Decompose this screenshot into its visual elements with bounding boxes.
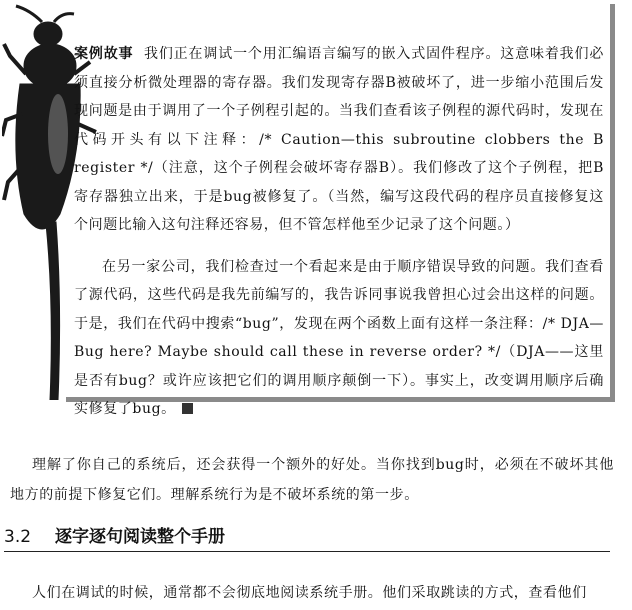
section-title: 逐字逐句阅读整个手册 [55, 527, 226, 547]
case-study-paragraph-2-text: 在另一家公司，我们检查过一个看起来是由于顺序错误导致的问题。我们查看了源代码，这些代码是我先前编写的，我告诉同事说我曾担心过会出这样的问题。于是，我们在代码中搜索“bug”，发现在两个函数上面有这样一条注释：/* DJA—Bug here? Maybe should call these in reverse order? */（DJA——这里是否有bug？或许应该把它们的调用顺序颠倒一下）。事实上，改变调用顺序后确实修复了bug。 [74, 258, 604, 417]
case-study-paragraph-1 [74, 40, 604, 240]
case-study-title: 案例故事 [74, 46, 134, 62]
case-study-text [74, 40, 604, 424]
section-number: 3.2 [4, 527, 32, 547]
section-heading [4, 522, 610, 552]
case-study-paragraph-1-text: 我们正在调试一个用汇编语言编写的嵌入式固件程序。这意味着我们必须直接分析微处理器的寄存器。我们发现寄存器B被破坏了，进一步缩小范围后发现问题是由于调用了一个子例程引起的。当我们查看该子例程的源代码时，发现在代码开头有以下注释：/* Caution—this subroutine clobbers the B register */（注意，这个子例程会破坏寄存器B）。我们修改了这个子例程，把B寄存器独立出来，于是bug被修复了。（当然，编写这段代码的程序员直接修复这个问题比输入这句注释还容易，但不管怎样他至少记录了这个问题。） [74, 46, 604, 233]
body-paragraph-2: 人们在调试的时候，通常都不会彻底地阅读系统手册。他们采取跳读的方式，查看他们 [32, 585, 587, 601]
case-study-paragraph-2 [74, 253, 604, 424]
end-mark-icon [182, 403, 193, 414]
body-paragraph: 理解了你自己的系统后，还会获得一个额外的好处。当你找到bug时，必须在不破坏其他地方的前提下修复它们。理解系统行为是不破坏系统的第一步。 [10, 457, 614, 503]
